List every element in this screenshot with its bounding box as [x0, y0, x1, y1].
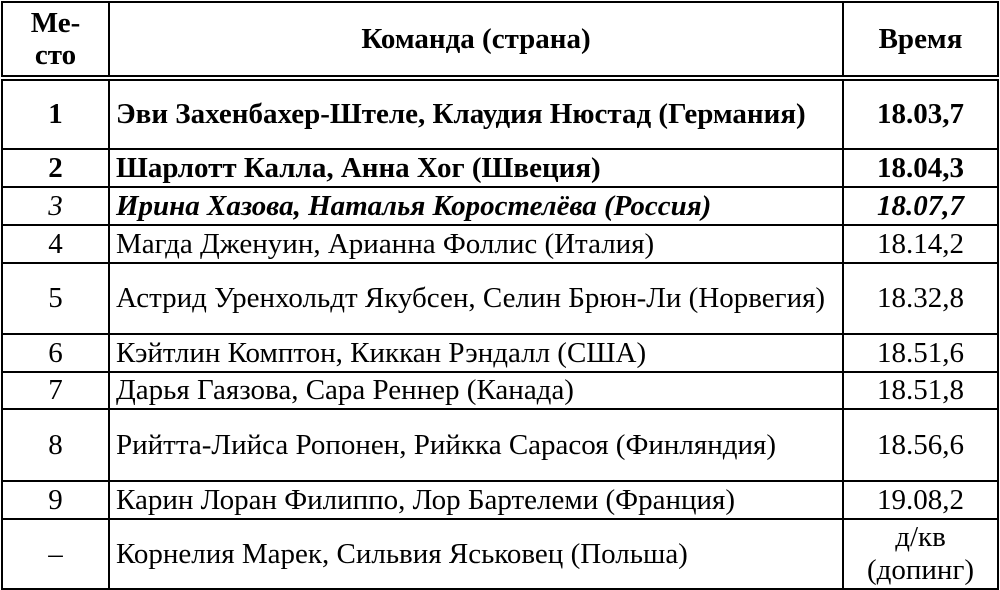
place-cell: 1 [2, 78, 109, 149]
time-cell: 18.51,6 [843, 334, 998, 372]
place-cell: 4 [2, 225, 109, 263]
place-cell: 9 [2, 481, 109, 519]
table-row [2, 519, 998, 589]
table-row [2, 78, 998, 149]
time-cell: 18.51,8 [843, 372, 998, 409]
place-cell: 8 [2, 409, 109, 481]
table-row [2, 409, 998, 481]
team-cell: Карин Лоран Филиппо, Лор Бартелеми (Франция) [109, 481, 843, 519]
time-cell: 18.56,6 [843, 409, 998, 481]
table-row [2, 225, 998, 263]
team-cell: Кэйтлин Комптон, Киккан Рэндалл (США) [109, 334, 843, 372]
team-cell: Корнелия Марек, Сильвия Яськовец (Польша) [109, 519, 843, 589]
team-cell: Эви Захенбахер-Штеле, Клаудия Нюстад (Германия) [109, 78, 843, 149]
header-place [2, 2, 109, 78]
header-row [2, 2, 998, 78]
team-cell: Дарья Гаязова, Сара Реннер (Канада) [109, 372, 843, 409]
time-cell: 18.07,7 [843, 187, 998, 225]
header-time: Время [843, 2, 998, 78]
team-cell: Рийтта-Лийса Ропонен, Рийкка Сарасоя (Финляндия) [109, 409, 843, 481]
team-cell: Шарлотт Калла, Анна Хог (Швеция) [109, 149, 843, 187]
table-row [2, 187, 998, 225]
place-cell: 6 [2, 334, 109, 372]
place-cell: 7 [2, 372, 109, 409]
header-team: Команда (страна) [109, 2, 843, 78]
header-place-line2: сто [34, 39, 77, 71]
table-row [2, 372, 998, 409]
team-cell: Ирина Хазова, Наталья Коростелёва (Россия) [109, 187, 843, 225]
place-cell: – [2, 519, 109, 589]
time-cell: 18.03,7 [843, 78, 998, 149]
table-row [2, 481, 998, 519]
team-cell: Астрид Уренхольдт Якубсен, Селин Брюн-Ли (Норвегия) [109, 263, 843, 334]
time-cell: 18.32,8 [843, 263, 998, 334]
time-cell: 18.04,3 [843, 149, 998, 187]
results-table [1, 1, 999, 590]
header-place-line1: Ме- [30, 7, 81, 39]
time-cell: 19.08,2 [843, 481, 998, 519]
table-row [2, 334, 998, 372]
place-cell: 5 [2, 263, 109, 334]
time-cell: 18.14,2 [843, 225, 998, 263]
place-cell: 3 [2, 187, 109, 225]
table-row [2, 149, 998, 187]
table-row [2, 263, 998, 334]
time-cell: д/кв (допинг) [843, 519, 998, 589]
team-cell: Магда Дженуин, Арианна Фоллис (Италия) [109, 225, 843, 263]
place-cell: 2 [2, 149, 109, 187]
